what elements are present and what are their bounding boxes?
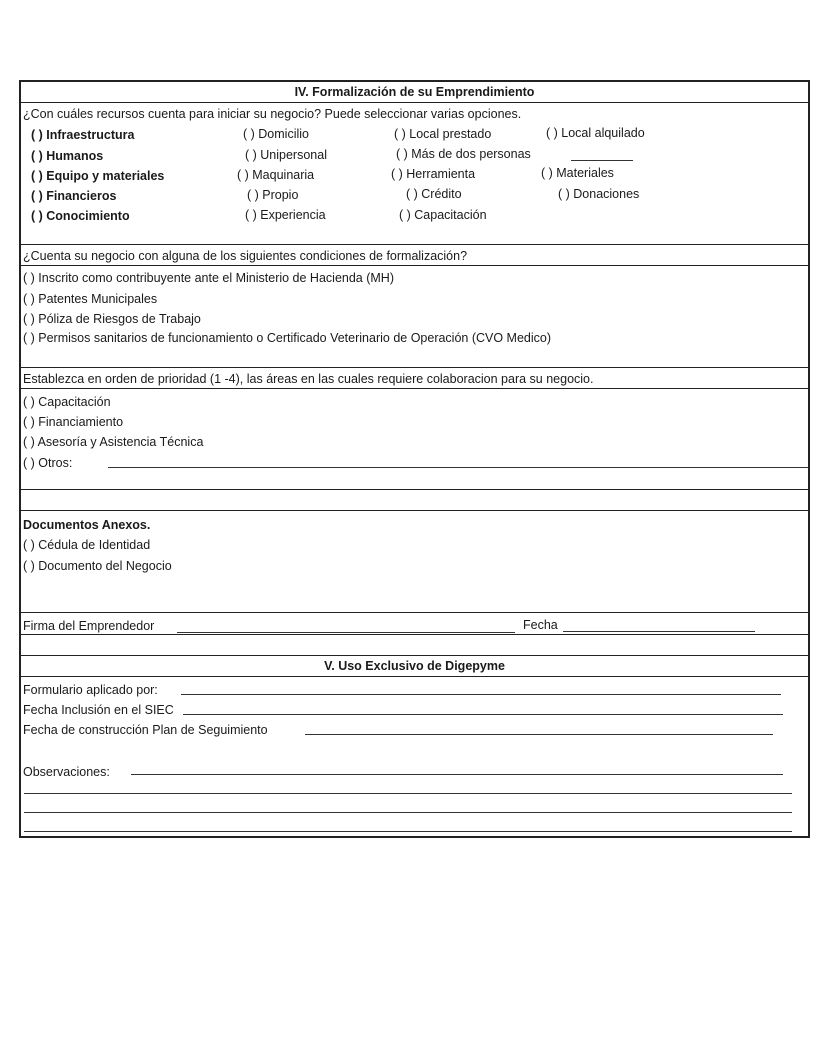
option-propio[interactable]: ( ) Propio — [247, 188, 299, 202]
signature-label: Firma del Emprendedor — [23, 619, 155, 633]
option-documento-negocio[interactable]: ( ) Documento del Negocio — [23, 559, 172, 573]
option-equipo-materiales[interactable]: ( ) Equipo y materiales — [31, 169, 165, 183]
option-cedula[interactable]: ( ) Cédula de Identidad — [23, 538, 151, 552]
divider — [21, 102, 808, 103]
q1-question: ¿Con cuáles recursos cuenta para iniciar su negocio? Puede seleccionar varias opciones. — [23, 107, 522, 121]
option-inscrito-mh[interactable]: ( ) Inscrito como contribuyente ante el Ministerio de Hacienda (MH) — [23, 271, 394, 285]
observations-line-1[interactable] — [131, 774, 783, 775]
docs-title: Documentos Anexos. — [23, 518, 151, 532]
plan-date-line[interactable] — [305, 734, 773, 735]
option-infraestructura[interactable]: ( ) Infraestructura — [31, 128, 135, 142]
option-poliza-riesgos[interactable]: ( ) Póliza de Riesgos de Trabajo — [23, 312, 201, 326]
option-mas-de-dos-personas[interactable]: ( ) Más de dos personas — [396, 147, 531, 161]
option-experiencia[interactable]: ( ) Experiencia — [245, 208, 326, 222]
applied-by-line[interactable] — [181, 694, 781, 695]
divider — [21, 510, 808, 511]
option-patentes[interactable]: ( ) Patentes Municipales — [23, 292, 158, 306]
observations-label: Observaciones: — [23, 765, 110, 779]
siec-date-line[interactable] — [183, 714, 783, 715]
divider — [21, 244, 808, 245]
divider — [21, 265, 808, 266]
option-maquinaria[interactable]: ( ) Maquinaria — [237, 168, 315, 182]
divider — [21, 367, 808, 368]
divider — [21, 655, 808, 656]
otros-blank-line[interactable] — [108, 467, 808, 468]
siec-date-label: Fecha Inclusión en el SIEC — [23, 703, 174, 717]
option-unipersonal[interactable]: ( ) Unipersonal — [245, 148, 327, 162]
option-financieros[interactable]: ( ) Financieros — [31, 189, 117, 203]
option-herramienta[interactable]: ( ) Herramienta — [391, 167, 476, 181]
option-prioridad-otros[interactable]: ( ) Otros: — [23, 456, 73, 470]
applied-by-label: Formulario aplicado por: — [23, 683, 158, 697]
observations-line-3[interactable] — [24, 812, 792, 813]
q3-question: Establezca en orden de prioridad (1 -4), las áreas en las cuales requiere colaboracion para su negocio. — [23, 372, 594, 386]
option-prioridad-financiamiento[interactable]: ( ) Financiamiento — [23, 415, 124, 429]
divider — [21, 676, 808, 677]
section4-title: IV. Formalización de su Emprendimiento — [294, 85, 535, 99]
option-capacitacion-recurso[interactable]: ( ) Capacitación — [399, 208, 487, 222]
option-local-alquilado[interactable]: ( ) Local alquilado — [546, 126, 645, 140]
divider — [21, 612, 808, 613]
observations-line-4[interactable] — [24, 831, 792, 832]
date-label: Fecha — [523, 618, 558, 632]
plan-date-label: Fecha de construcción Plan de Seguimiento — [23, 723, 268, 737]
date-line[interactable] — [563, 631, 755, 632]
section5-title: V. Uso Exclusivo de Digepyme — [324, 659, 505, 673]
formalization-form — [19, 80, 810, 838]
option-credito[interactable]: ( ) Crédito — [406, 187, 462, 201]
option-humanos[interactable]: ( ) Humanos — [31, 149, 104, 163]
divider — [21, 489, 808, 490]
option-donaciones[interactable]: ( ) Donaciones — [558, 187, 640, 201]
divider — [21, 388, 808, 389]
divider — [21, 634, 808, 635]
observations-line-2[interactable] — [24, 793, 792, 794]
option-conocimiento[interactable]: ( ) Conocimiento — [31, 209, 130, 223]
option-prioridad-asesoria[interactable]: ( ) Asesoría y Asistencia Técnica — [23, 435, 204, 449]
personas-blank-line[interactable] — [571, 160, 633, 161]
option-local-prestado[interactable]: ( ) Local prestado — [394, 127, 492, 141]
option-prioridad-capacitacion[interactable]: ( ) Capacitación — [23, 395, 111, 409]
option-domicilio[interactable]: ( ) Domicilio — [243, 127, 309, 141]
q2-question: ¿Cuenta su negocio con alguna de los siguientes condiciones de formalización? — [23, 249, 468, 263]
option-permisos-sanitarios[interactable]: ( ) Permisos sanitarios de funcionamiento o Certificado Veterinario de Operación (CVO Medico) — [23, 331, 552, 345]
signature-line[interactable] — [177, 632, 515, 633]
option-materiales[interactable]: ( ) Materiales — [541, 166, 614, 180]
